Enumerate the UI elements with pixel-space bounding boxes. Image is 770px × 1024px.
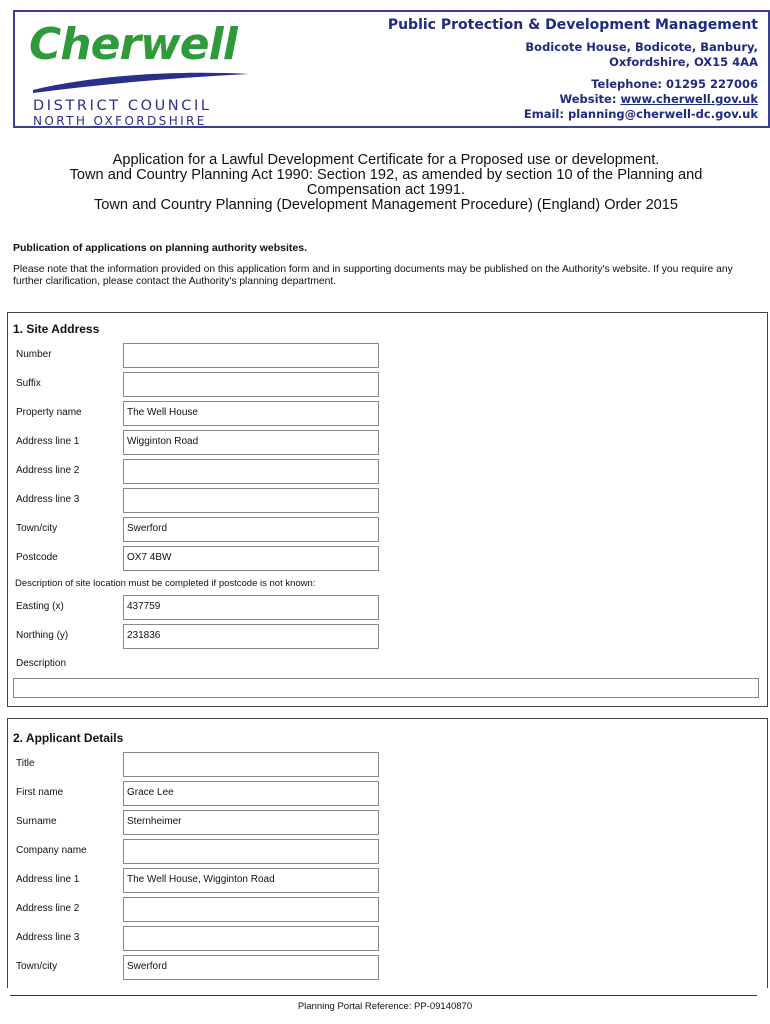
address-line-2: Oxfordshire, OX15 4AA: [609, 55, 758, 69]
form-row: [8, 810, 767, 838]
council-header: [13, 10, 770, 128]
field-value: The Well House, Wigginton Road: [127, 874, 275, 885]
planning-portal-reference: Planning Portal Reference: PP-09140870: [297, 1001, 473, 1012]
website-link[interactable]: www.cherwell.gov.uk: [620, 92, 758, 106]
field-label: Town/city: [16, 961, 58, 972]
field-value: Sternheimer: [127, 816, 182, 827]
town-city-field[interactable]: [123, 517, 379, 542]
title-field[interactable]: [123, 752, 379, 777]
title-line-3: Compensation act 1991.: [306, 182, 466, 198]
logo-swoosh-icon: [31, 64, 251, 94]
field-value: Wigginton Road: [127, 436, 199, 447]
address-line-1: Bodicote House, Bodicote, Banbury,: [525, 40, 758, 54]
telephone: Telephone: 01295 227006: [591, 77, 758, 91]
header-contact-block: [388, 16, 758, 122]
form-row: [8, 868, 767, 896]
form-row: [8, 372, 767, 400]
address-line-1-field[interactable]: [123, 430, 379, 455]
logo-north-oxfordshire: NORTH OXFORDSHIRE: [33, 114, 207, 128]
field-label: Address line 2: [16, 465, 80, 476]
applicant-address-line-1-field[interactable]: [123, 868, 379, 893]
title-line-4: Town and Country Planning (Development Management Procedure) (England) Order 2015: [93, 197, 679, 213]
form-row: [8, 781, 767, 809]
form-row: [8, 459, 767, 487]
section-title: 1. Site Address: [13, 322, 100, 336]
applicant-town-city-field[interactable]: [123, 955, 379, 980]
form-row: [8, 401, 767, 429]
description-label: Description: [16, 658, 67, 669]
applicant-address-line-2-field[interactable]: [123, 897, 379, 922]
property-name-field[interactable]: [123, 401, 379, 426]
form-titles: [20, 153, 752, 213]
department-name: Public Protection & Development Management: [387, 17, 758, 33]
form-row: [8, 488, 767, 516]
form-row: [8, 624, 767, 652]
form-row: [8, 897, 767, 925]
logo-wordmark: Cherwell: [29, 19, 237, 70]
field-value: 231836: [127, 630, 161, 641]
first-name-field[interactable]: [123, 781, 379, 806]
form-row: [8, 839, 767, 867]
field-value: Swerford: [127, 961, 168, 972]
field-label: First name: [16, 787, 64, 798]
field-label: Title: [16, 758, 35, 769]
applicant-address-line-3-field[interactable]: [123, 926, 379, 951]
easting-field[interactable]: [123, 595, 379, 620]
field-value: OX7 4BW: [127, 552, 172, 563]
footer-divider: [10, 995, 757, 996]
applicant-details-section: [7, 718, 768, 988]
address-line-3-field[interactable]: [123, 488, 379, 513]
title-line-1: Application for a Lawful Development Certificate for a Proposed use or development.: [112, 152, 660, 168]
description-field[interactable]: [13, 678, 759, 698]
field-value: Swerford: [127, 523, 168, 534]
form-row: [8, 926, 767, 954]
surname-field[interactable]: [123, 810, 379, 835]
section-title: 2. Applicant Details: [13, 731, 124, 745]
website-label: Website:: [559, 92, 621, 106]
field-value: 437759: [127, 601, 161, 612]
location-note: Description of site location must be completed if postcode is not known:: [15, 578, 316, 589]
form-row: [8, 517, 767, 545]
form-row: [8, 595, 767, 623]
form-row: [8, 752, 767, 780]
title-line-2: Town and Country Planning Act 1990: Section 192, as amended by section 10 of the Planning and: [69, 167, 703, 183]
logo-district-council: DISTRICT COUNCIL: [33, 98, 212, 114]
form-row: [8, 343, 767, 371]
field-label: Postcode: [16, 552, 58, 563]
field-label: Address line 3: [16, 494, 80, 505]
website-row: [388, 92, 758, 107]
company-name-field[interactable]: [123, 839, 379, 864]
council-logo: [29, 19, 259, 128]
site-address-section: [7, 312, 768, 707]
field-label: Number: [16, 349, 52, 360]
publication-heading: Publication of applications on planning authority websites.: [13, 242, 308, 254]
field-label: Address line 3: [16, 932, 80, 943]
field-label: Surname: [16, 816, 57, 827]
postcode-field[interactable]: [123, 546, 379, 571]
field-label: Address line 1: [16, 874, 80, 885]
form-row: [8, 955, 767, 983]
field-value: The Well House: [127, 407, 198, 418]
northing-field[interactable]: [123, 624, 379, 649]
field-label: Address line 1: [16, 436, 80, 447]
number-field[interactable]: [123, 343, 379, 368]
field-label: Easting (x): [16, 601, 64, 612]
field-label: Property name: [16, 407, 82, 418]
field-label: Town/city: [16, 523, 58, 534]
form-row: [8, 430, 767, 458]
suffix-field[interactable]: [123, 372, 379, 397]
field-label: Address line 2: [16, 903, 80, 914]
publication-text: Please note that the information provided on this application form and in supporting documents may be published on the Authority's website. If you require any further clarification, please contact the Authority's planning department.: [13, 264, 733, 287]
field-label: Suffix: [16, 378, 41, 389]
field-label: Company name: [16, 845, 87, 856]
address-line-2-field[interactable]: [123, 459, 379, 484]
field-label: Northing (y): [16, 630, 69, 641]
email[interactable]: Email: planning@cherwell-dc.gov.uk: [523, 107, 758, 121]
form-row: [8, 546, 767, 574]
field-value: Grace Lee: [127, 787, 174, 798]
